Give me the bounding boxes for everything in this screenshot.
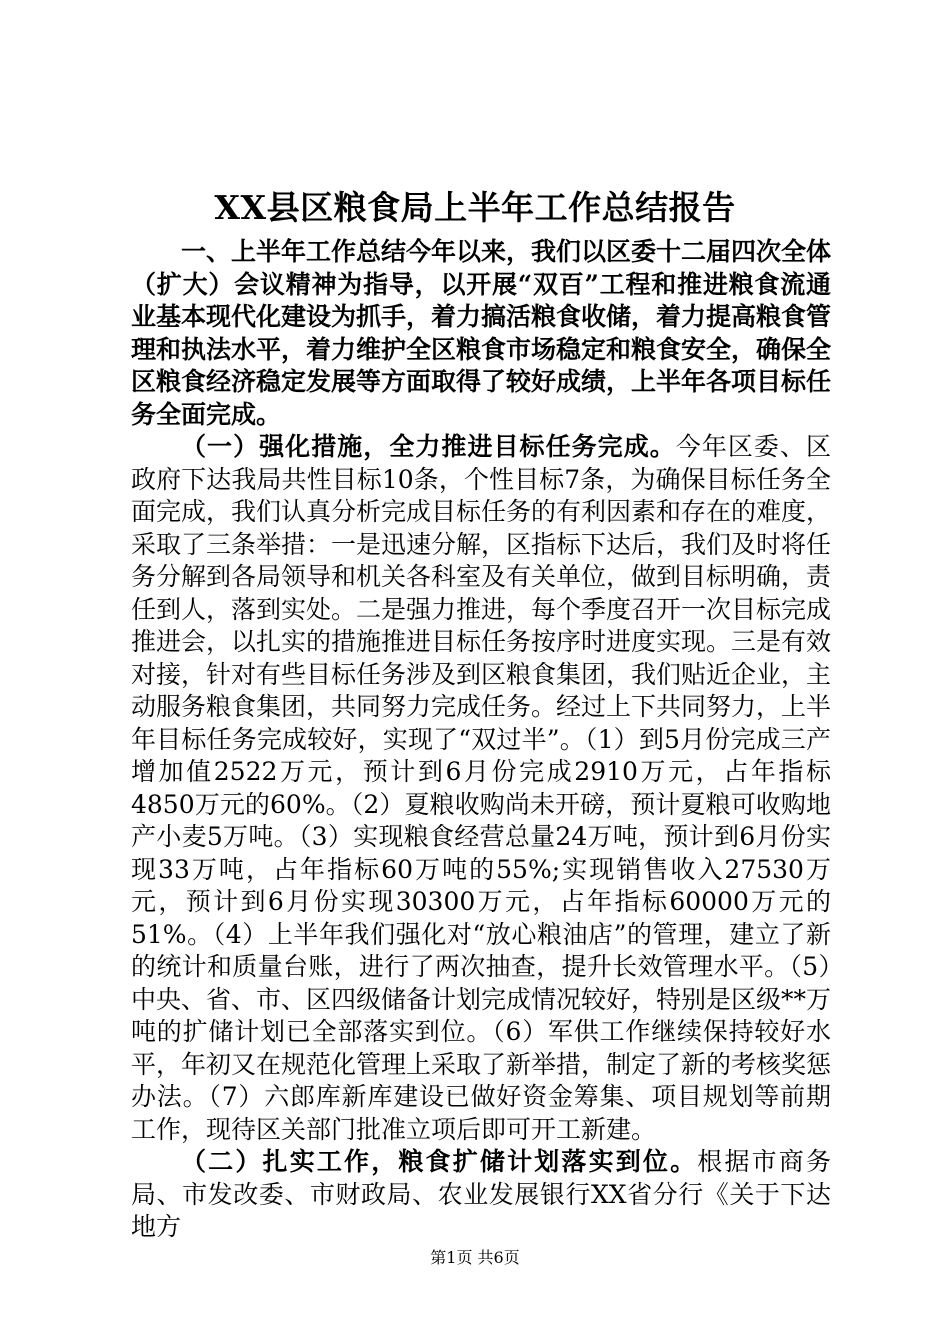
document-title: XX县区粮食局上半年工作总结报告 <box>214 188 736 227</box>
section-heading: （一）强化措施，全力推进目标任务完成。 <box>181 432 676 461</box>
document-body <box>131 236 831 1244</box>
paragraph-text: 今年区委、区政府下达我局共性目标10条，个性目标7条，为确保目标任务全面完成，我们认真分析完成目标任务的有利因素和存在的难度，采取了三条举措：一是迅速分解，区指标下达后，我们及时将任务分解到各局领导和机关各科室及有关单位，做到目标明确，责任到人，落到实处。二是强力推进，每个季度召开一次目标完成推进会，以扎实的措施推进目标任务按序时进度实现。三是有效对接，针对有些目标任务涉及到区粮食集团，我们贴近企业，主动服务粮食集团，共同努力完成任务。经过上下共同努力，上半年目标任务完成较好，实现了“双过半”。（1）到5月份完成三产增加值2522万元，预计到6月份完成2910万元，占年指标4850万元的60%。（2）夏粮收购尚未开磅，预计夏粮可收购地产小麦5万吨。（3）实现粮食经营总量24万吨，预计到6月份实现33万吨，占年指标60万吨的55%;实现销售收入27530万元，预计到6月份实现30300万元，占年指标60000万元的51%。（4）上半年我们强化对“放心粮油店”的管理，建立了新的统计和质量台账，进行了两次抽查，提升长效管理水平。（5）中央、省、市、区四级储备计划完成情况较好，特别是区级**万吨的扩储计划已全部落实到位。（6）军供工作继续保持较好水平，年初又在规范化管理上采取了新举措，制定了新的考核奖惩办法。（7）六郎库新库建设已做好资金筹集、项目规划等前期工作，现待区关部门批准立项后即可开工新建。 <box>131 432 832 1144</box>
paragraph-lead: 一、上半年工作总结今年以来，我们以区委十二届四次全体（扩大）会议精神为指导，以开展“双百”工程和推进粮食流通业基本现代化建设为抓手，着力搞活粮食收储，着力提高粮食管理和执法水平，着力维护全区粮食市场稳定和粮食安全，确保全区粮食经济稳定发展等方面取得了较好成绩，上半年各项目标任务全面完成。 <box>131 237 832 429</box>
section-heading: （二）扎实工作，粮食扩储计划落实到位。 <box>181 1147 698 1176</box>
page-number-footer: 第1页 共6页 <box>430 1248 520 1267</box>
paragraph-summary <box>131 236 831 431</box>
paragraph-section-2 <box>131 1146 831 1244</box>
paragraph-section-1 <box>131 431 831 1146</box>
paragraph-text: 根据市商务局、市发改委、市财政局、农业发展银行XX省分行《关于下达地方 <box>131 1147 831 1241</box>
